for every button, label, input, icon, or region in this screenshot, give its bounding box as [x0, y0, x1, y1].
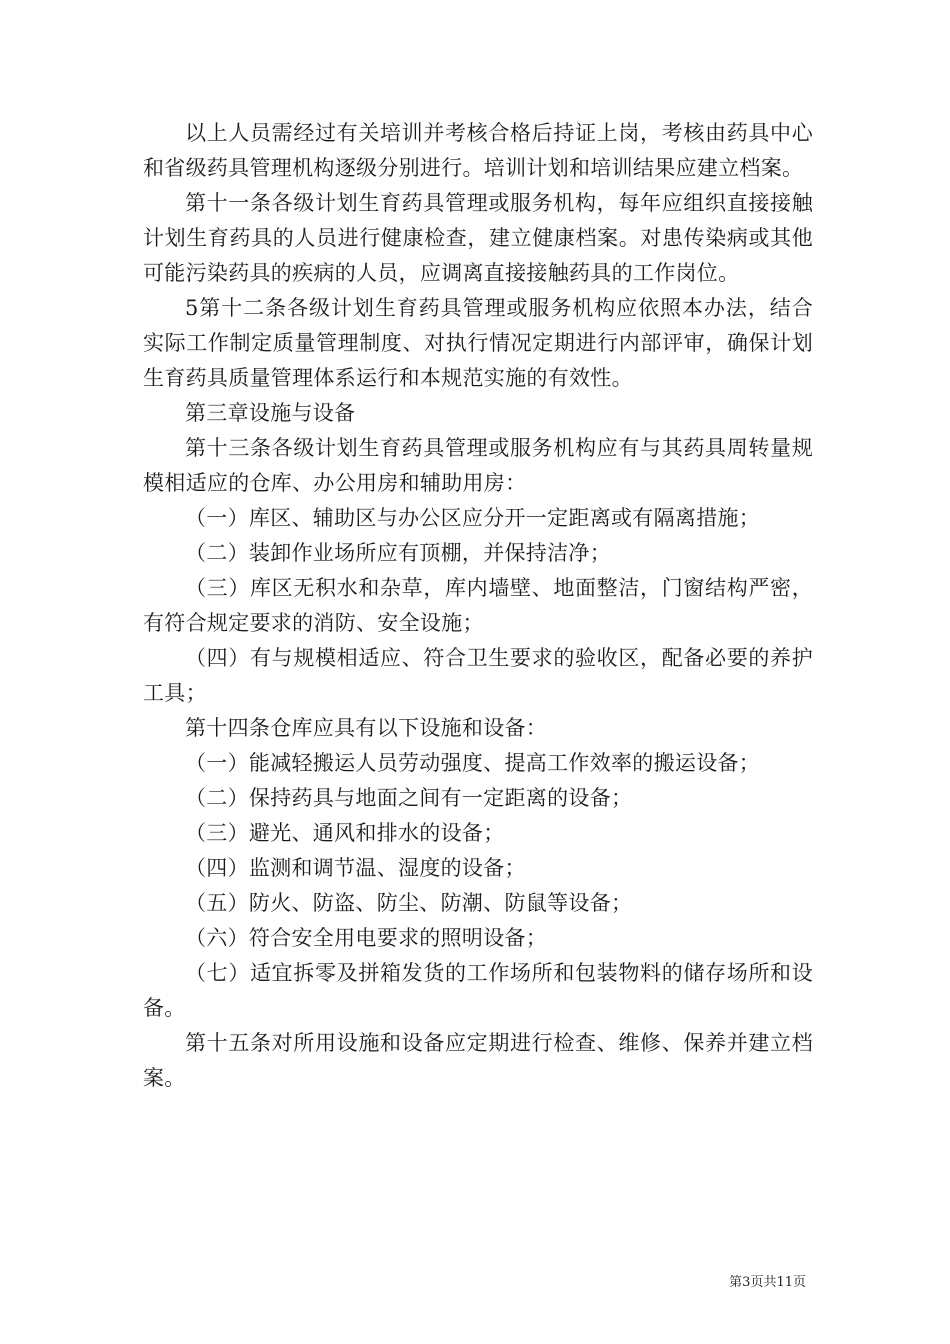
list-item: （四）有与规模相适应、符合卫生要求的验收区，配备必要的养护工具；	[143, 646, 813, 705]
list-item: （七）适宜拆零及拼箱发货的工作场所和包装物料的储存场所和设备。	[143, 961, 813, 1020]
chapter-heading: 第三章设施与设备	[185, 401, 356, 425]
page-number: 第3页共11页	[729, 1275, 806, 1290]
list-item: （四）监测和调节温、湿度的设备；	[185, 856, 526, 880]
paragraph: 第十五条对所用设施和设备应定期进行检查、维修、保养并建立档案。	[143, 1031, 813, 1090]
paragraph: 5第十二条各级计划生育药具管理或服务机构应依照本办法，结合实际工作制定质量管理制度、对执行情况定期进行内部评审，确保计划生育药具质量管理体系运行和本规范实施的有效性。	[143, 296, 813, 390]
list-item: （三）避光、通风和排水的设备；	[185, 821, 505, 845]
list-item: （三）库区无积水和杂草，库内墙壁、地面整洁，门窗结构严密，有符合规定要求的消防、安全设施；	[143, 576, 813, 635]
paragraph: 第十四条仓库应具有以下设施和设备：	[185, 716, 548, 740]
list-item: （五）防火、防盗、防尘、防潮、防鼠等设备；	[185, 891, 633, 915]
document-body	[143, 116, 813, 1096]
list-item: （二）保持药具与地面之间有一定距离的设备；	[185, 786, 633, 810]
list-item: （一）能减轻搬运人员劳动强度、提高工作效率的搬运设备；	[185, 751, 761, 775]
list-item: （一）库区、辅助区与办公区应分开一定距离或有隔离措施；	[185, 506, 761, 530]
list-item: （六）符合安全用电要求的照明设备；	[185, 926, 548, 950]
list-item: （二）装卸作业场所应有顶棚，并保持洁净；	[185, 541, 611, 565]
paragraph: 第十三条各级计划生育药具管理或服务机构应有与其药具周转量规模相适应的仓库、办公用房和辅助用房：	[143, 436, 813, 495]
paragraph: 第十一条各级计划生育药具管理或服务机构，每年应组织直接接触计划生育药具的人员进行健康检查，建立健康档案。对患传染病或其他可能污染药具的疾病的人员，应调离直接接触药具的工作岗位。	[143, 191, 813, 285]
paragraph: 以上人员需经过有关培训并考核合格后持证上岗，考核由药具中心和省级药具管理机构逐级分别进行。培训计划和培训结果应建立档案。	[143, 121, 813, 180]
